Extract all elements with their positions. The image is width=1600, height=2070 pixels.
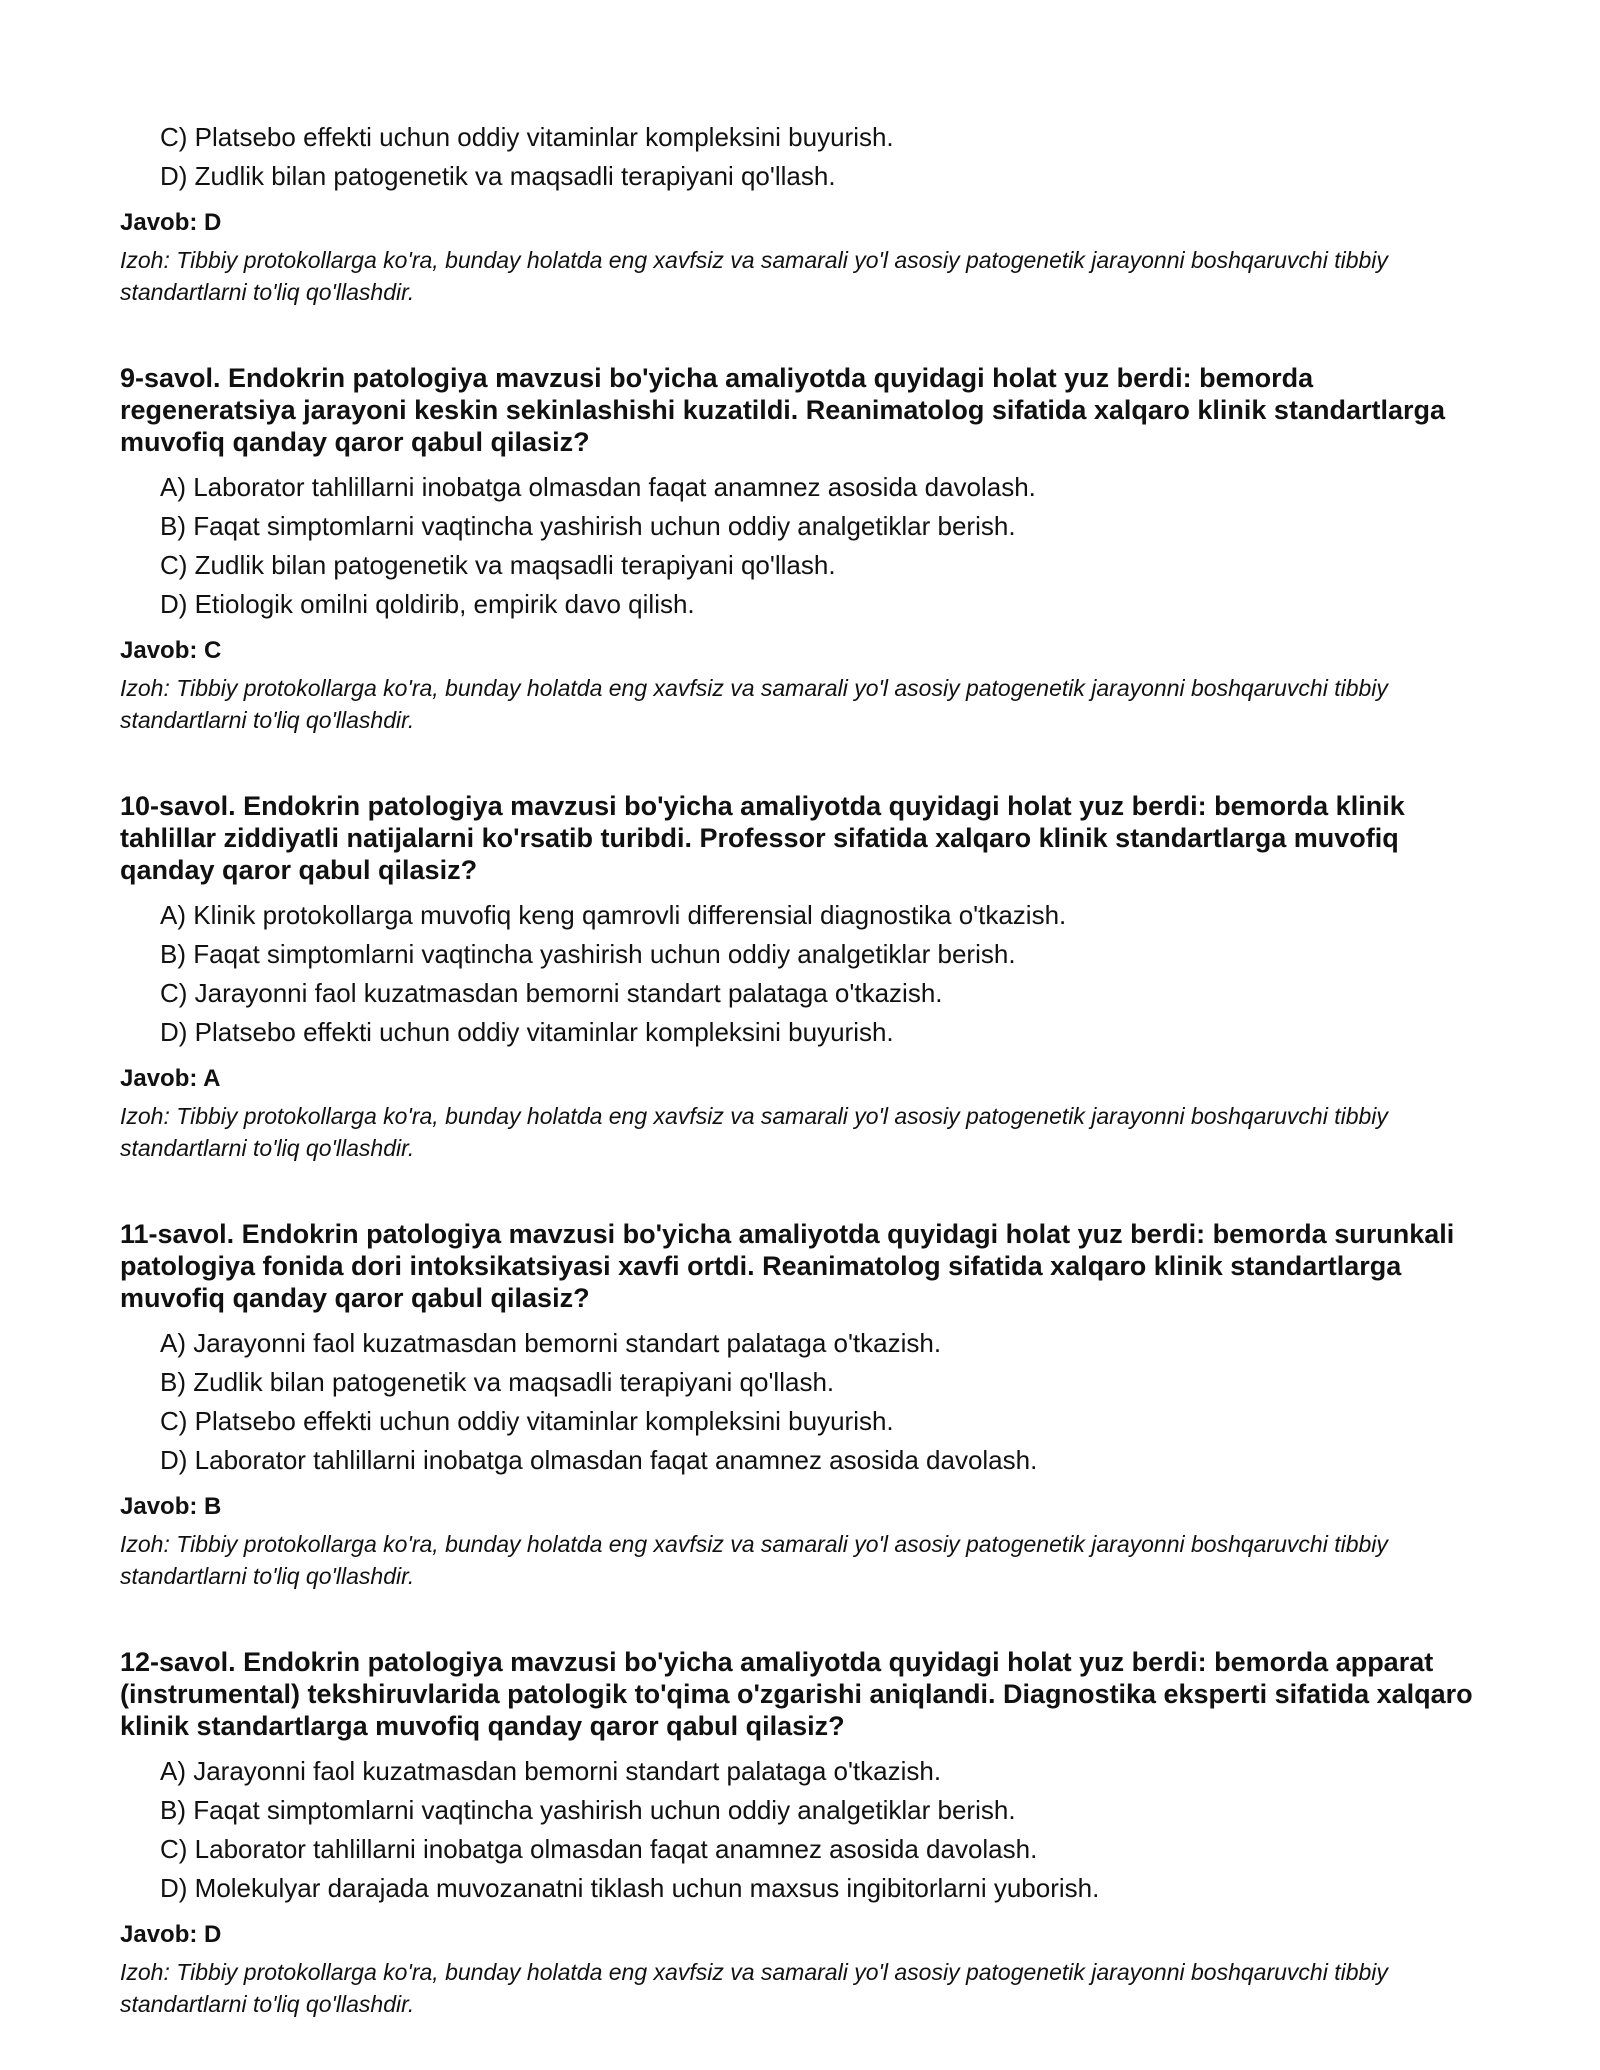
option-b: B) Faqat simptomlarni vaqtincha yashirish uchun oddiy analgetiklar berish. bbox=[160, 1795, 1016, 1825]
explanation-text: Izoh: Tibbiy protokollarga ko'ra, bunday holatda eng xavfsiz va samarali yo'l asosiy patogenetik jarayonni boshqaruvchi tibbiy standartlarni to'liq qo'llashdir. bbox=[120, 1103, 1388, 1161]
option-a: A) Jarayonni faol kuzatmasdan bemorni standart palataga o'tkazish. bbox=[160, 1756, 942, 1786]
question-text: 12-savol. Endokrin patologiya mavzusi bo'yicha amaliyotda quyidagi holat yuz berdi: bemorda apparat (instrumental) tekshiruvlarida patologik to'qima o'zgarishi aniqlandi. Diagnostika eksperti sifatida xalqaro klinik standartlarga muvofiq qanday qaror qabul qilasiz? bbox=[120, 1647, 1473, 1741]
answer-label: Javob: A bbox=[120, 1065, 221, 1092]
option-a: A) Laborator tahlillarni inobatga olmasdan faqat anamnez asosida davolash. bbox=[160, 472, 1036, 502]
options-list bbox=[120, 1324, 1480, 1480]
question-9 bbox=[120, 362, 1480, 736]
options-list bbox=[120, 1752, 1480, 1908]
explanation-text: Izoh: Tibbiy protokollarga ko'ra, bunday holatda eng xavfsiz va samarali yo'l asosiy patogenetik jarayonni boshqaruvchi tibbiy standartlarni to'liq qo'llashdir. bbox=[120, 247, 1388, 305]
question-text: 10-savol. Endokrin patologiya mavzusi bo'yicha amaliyotda quyidagi holat yuz berdi: bemorda klinik tahlillar ziddiyatli natijalarni ko'rsatib turibdi. Professor sifatida xalqaro klinik standartlarga muvofiq qanday qaror qabul qilasiz? bbox=[120, 791, 1405, 885]
answer-label: Javob: D bbox=[120, 209, 222, 236]
option-d: D) Etiologik omilni qoldirib, empirik davo qilish. bbox=[160, 589, 695, 619]
option-b: B) Zudlik bilan patogenetik va maqsadli terapiyani qo'llash. bbox=[160, 1367, 835, 1397]
explanation-text: Izoh: Tibbiy protokollarga ko'ra, bunday holatda eng xavfsiz va samarali yo'l asosiy patogenetik jarayonni boshqaruvchi tibbiy standartlarni to'liq qo'llashdir. bbox=[120, 1959, 1388, 2017]
option-b: B) Faqat simptomlarni vaqtincha yashirish uchun oddiy analgetiklar berish. bbox=[160, 939, 1016, 969]
question-text: 11-savol. Endokrin patologiya mavzusi bo'yicha amaliyotda quyidagi holat yuz berdi: bemorda surunkali patologiya fonida dori intoksikatsiyasi xavfi ortdi. Reanimatolog sifatida xalqaro klinik standartlarga muvofiq qanday qaror qabul qilasiz? bbox=[120, 1219, 1455, 1313]
option-d: D) Zudlik bilan patogenetik va maqsadli terapiyani qo'llash. bbox=[160, 161, 836, 191]
option-d: D) Molekulyar darajada muvozanatni tiklash uchun maxsus ingibitorlarni yuborish. bbox=[160, 1873, 1100, 1903]
answer-label: Javob: C bbox=[120, 637, 222, 664]
question-text: 9-savol. Endokrin patologiya mavzusi bo'yicha amaliyotda quyidagi holat yuz berdi: bemorda regeneratsiya jarayoni keskin sekinlashishi kuzatildi. Reanimatolog sifatida xalqaro klinik standartlarga muvofiq qanday qaror qabul qilasiz? bbox=[120, 363, 1445, 457]
option-a: A) Klinik protokollarga muvofiq keng qamrovli differensial diagnostika o'tkazish. bbox=[160, 900, 1067, 930]
question-12 bbox=[120, 1646, 1480, 2020]
answer-label: Javob: B bbox=[120, 1493, 222, 1520]
option-c: C) Jarayonni faol kuzatmasdan bemorni standart palataga o'tkazish. bbox=[160, 978, 943, 1008]
question-8-continuation bbox=[120, 118, 1480, 308]
option-a: A) Jarayonni faol kuzatmasdan bemorni standart palataga o'tkazish. bbox=[160, 1328, 942, 1358]
explanation-text: Izoh: Tibbiy protokollarga ko'ra, bunday holatda eng xavfsiz va samarali yo'l asosiy patogenetik jarayonni boshqaruvchi tibbiy standartlarni to'liq qo'llashdir. bbox=[120, 1531, 1388, 1589]
option-b: B) Faqat simptomlarni vaqtincha yashirish uchun oddiy analgetiklar berish. bbox=[160, 511, 1016, 541]
question-10 bbox=[120, 790, 1480, 1164]
options-list bbox=[120, 896, 1480, 1052]
option-d: D) Laborator tahlillarni inobatga olmasdan faqat anamnez asosida davolash. bbox=[160, 1445, 1038, 1475]
answer-label: Javob: D bbox=[120, 1921, 222, 1948]
explanation-text: Izoh: Tibbiy protokollarga ko'ra, bunday holatda eng xavfsiz va samarali yo'l asosiy patogenetik jarayonni boshqaruvchi tibbiy standartlarni to'liq qo'llashdir. bbox=[120, 675, 1388, 733]
option-d: D) Platsebo effekti uchun oddiy vitaminlar kompleksini buyurish. bbox=[160, 1017, 894, 1047]
option-c: C) Laborator tahlillarni inobatga olmasdan faqat anamnez asosida davolash. bbox=[160, 1834, 1038, 1864]
option-c: C) Zudlik bilan patogenetik va maqsadli terapiyani qo'llash. bbox=[160, 550, 836, 580]
question-11 bbox=[120, 1218, 1480, 1592]
options-list bbox=[120, 468, 1480, 624]
option-c: C) Platsebo effekti uchun oddiy vitaminlar kompleksini buyurish. bbox=[160, 1406, 894, 1436]
option-c: C) Platsebo effekti uchun oddiy vitaminlar kompleksini buyurish. bbox=[160, 122, 894, 152]
options-list bbox=[120, 118, 1480, 196]
